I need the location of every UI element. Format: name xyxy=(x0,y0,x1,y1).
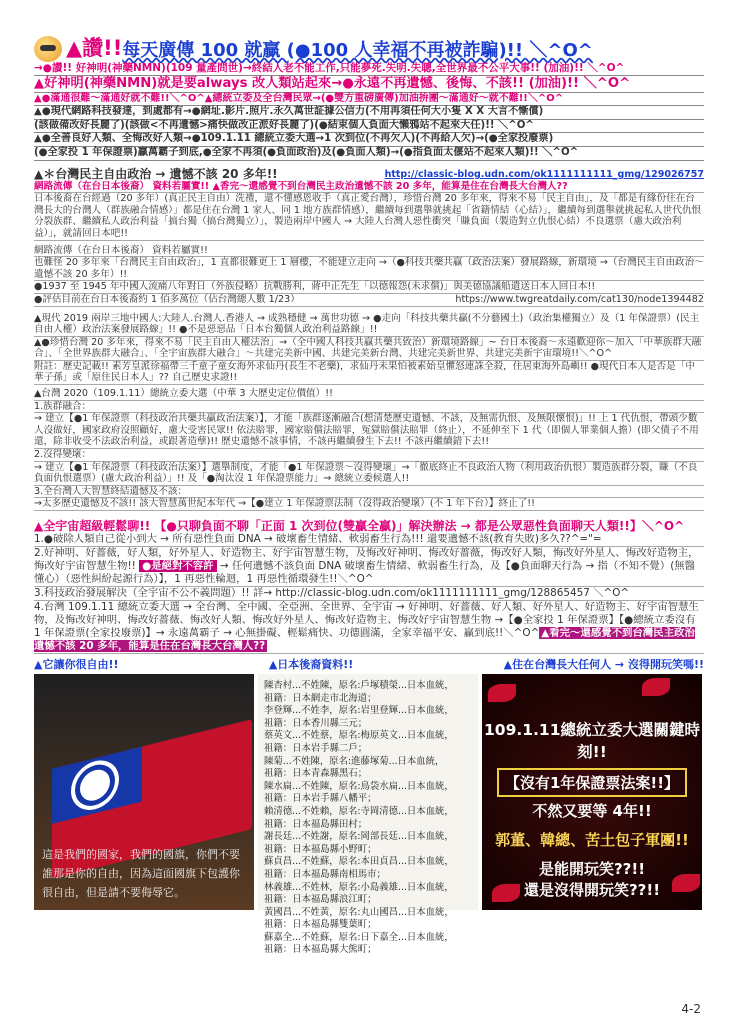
names-list-item: 林義雄...不姓林，原名:小島義雄...日本血統， xyxy=(264,881,454,893)
intro-line-1: →●讚!! 好神明(神藥NMN)(109 量產問世)→終結人老不能工作,只能夢死.失明.失聰,全世界最不公平大事!! (加油)!! ＼^O^ xyxy=(34,62,704,76)
section-3-l2a: 2.好神明、好薔薇，好人類，好外星人、好造物主、好宇宙智慧生物，及悔改好神明、悔改好薔薇，悔改好人類，悔改好外星人、悔改好造物主，悔改好宇宙智慧生物!! xyxy=(34,547,699,572)
names-list-item: 祖籍：日本岩手縣八幡平； xyxy=(264,793,377,805)
section-3 xyxy=(34,519,704,654)
names-list-item: 祖籍：日本福島縣南相馬市； xyxy=(264,868,386,880)
section-2-p1: ▲現代 2019 兩岸三地中國人:大陸人.台灣人.香港人 → 成熟穩健 → 萬世功德 → ●走向「科技共藥共贏(不分藝國土)（政治集權獨立）及（1 年保證票）(民主自由人權）政治法案發展路線」!! ●不是惡惡品「日本台獨個人政治利益路線」!! xyxy=(34,313,704,337)
section-1-p5b[interactable]: https://www.twgreatdaily.com/cat130/node1394482 xyxy=(455,293,704,305)
election-poster xyxy=(482,674,702,910)
intro-line-5: (該做備改好長麗了)(該做<不再遺憾>痛快做改正派好長麗了)(●結束個人負面大懶鴉站不起來大任)!! ＼^O^ xyxy=(34,120,704,134)
intro-line-3: ▲●滿通很難～滿通好就不難!!＼^O^▲總統立委及全台灣民眾→(●雙方重磅廣傳)加油拚團～滿通好～就不難!!＼^O^ xyxy=(34,93,704,107)
section-1-p1: 日本後裔在台經過（20 多年）(真正民主自由）洗禮，還不懂感恩收手（真正愛台灣），珍惜台灣 20 多年來，得來不易「民主自由」，及「都是有緣份住在台灣長大的台灣人（群族融合情感）」都是住在台灣 1 家人、同 1 地方族群情感），繼續每到選舉就挑起「省籍情結（心結）」，繼續每到選舉就挑起私人世代仇恨分裂族群、繼續私人政治利益「搞台獨（搞台灣獨立）」，製造兩岸中國人 → 大陸人台灣人惡性衝突「賺負面（製造對立仇恨心結）不良選票（慮大政治利益）」，就請回日本吧!! xyxy=(34,193,704,240)
names-list-item: 祖籍：日本香川縣三元； xyxy=(264,717,368,729)
caption-3: ▲住在台灣長大任何人 → 沒得開玩笑嗎!! xyxy=(503,658,704,671)
image-row xyxy=(34,674,704,956)
flag-image xyxy=(34,674,254,910)
names-list-item: 祖籍：日本福島縣浪江町； xyxy=(264,894,377,906)
section-1-sub: 網路流傳（在台日本後裔） 資料若屬實!! ▲香完～還感覺不到台灣民主政治遺憾不該 20 多年，能算是住在台灣長大台灣人?? xyxy=(34,181,704,194)
names-list-item: 蔡英文...不姓蔡，原名:梅原英文...日本血統， xyxy=(264,730,454,742)
section-3-final-highlight: ▲看完～還感覺不到台灣民主政治遺憾不該 20 多年，能算是住在台灣長大台灣人?? xyxy=(34,627,695,652)
section-1-p3: 也難怪 20 多年來「台灣民主自由政治」，1 直都很難更上 1 層樓，不能建立走向 →（●科技共藥共贏（政治法案）發展路線，新環境 →（台灣民主自由政治～遺憾不該 20 多年）!! xyxy=(34,257,704,280)
section-3-l4a: 4.台灣 109.1.11 總統立委大選 → 全台灣、全中國、全亞洲、全世界、全宇宙 → 好神明、好薔薇、好人類、好外星人、好造物主、好宇宙智慧生物，及悔改好神明、悔改好薔薇、悔改好人類、悔改好外星人、悔改好造物主、悔改好宇宙智慧生物 →【●全家投 1 年保證票】【●總統立委沒有 1 年保證票(全家投廢票)】→ 永遠萬霸子 → 心無掛礙、輕鬆痛快、功德圓滿，全家幸福平安、贏到底!!＼^O^ xyxy=(34,601,699,639)
section-2-p6: → 建立【●1 年保證票（科技政治法案）】選舉制度，才能「●1 年保證票～沒得變壞」→「徹底終止不良政治人物（利用政治仇恨）製造族群分裂，賺（不良負面仇恨選票）(慮大政治利益）」!! 及「●淘汰沒 1 年保證票能力」→ 總統立委候選人!! xyxy=(34,462,704,486)
intro-line-2: ▲好神明(神藥NMN)就是要always 改人類站起來→●永遠不再遺憾、後悔、不該!! (加油)!! ＼^O^ xyxy=(34,76,704,93)
image-captions xyxy=(34,656,704,672)
poster-line-1: 不然又要等 4年!! xyxy=(532,802,652,820)
section-2-p5: → 建立【●1 年保證票（科技政治共藥共贏政治法案）】，才能「族群逐漸融合(想清楚歷史遺憾、不該，及無需仇恨、及無限懷恨)」!! 上 1 代仇恨，帶頭少數人沒做好，國家政府沒照顧好，慮大受害民眾!! 依法賠罪，國家賠償法賠罪，冤獄賠償法賠罪（終止），不延伸至下 1 代（即個人罪業個人擔）(即父債子不用還，除非收受不法政治利益，或跟著造孽)!! 歷史遺憾不該事情，不該再繼續發生下去!! 不該再繼續錯下去!! xyxy=(34,413,704,449)
section-1-url[interactable]: http://classic-blog.udn.com/ok1111111111_gmg/129026757 xyxy=(384,168,704,180)
page-number: 4-2 xyxy=(681,1002,701,1016)
names-list-item: 李登輝...不姓李，原名:岩里登輝...日本血統， xyxy=(264,705,454,717)
section-2-p4: ▲台灣 2020（109.1.11）總統立委大選（中華 3 大歷史定位價值）!! xyxy=(34,388,704,401)
section-2-h2: 2.沒得變壞： xyxy=(34,449,704,462)
section-2-p2: ▲●珍惜台灣 20 多年來，得來不易「民主自由人權法治」→（全中國人科技共贏共藥共致治）新環境路線」~ 台日本後裔～永遠歡迎你～加入「中華族群大融合」、「全世界族群大融合」、「全宇宙族群大融合」～共建完美新中國、共建完美新台灣、共建完美新世界、共建完美新宇宙環境!!＼^O^ xyxy=(34,337,704,361)
poster-head: 109.1.11總統立委大選關鍵時刻!! xyxy=(484,721,700,761)
section-2-h1: 1.族群融合： xyxy=(34,401,704,414)
section-3-l4 xyxy=(34,601,704,654)
header-part1: ▲讚!! xyxy=(66,36,123,60)
names-list-item: 賴清德...不姓賴，原名:寺岡清德...日本血統， xyxy=(264,805,454,817)
section-3-l1: 1.●破除人類自己從小到大 → 所有惡性負面 DNA → 破壞畜生情緒、軟弱畜生行為!!! 還要遺憾不該(教育失敗)多久??^="= xyxy=(34,533,704,547)
section-1-p4: ●1937 至 1945 年中國人流痛八年對日（外族侵略）抗戰勝利，蔣中正先生「以德報怨(未求償)」與美德協議船遣送日本人回日本!! xyxy=(34,281,704,294)
poster-line-4: 還是沒得開玩笑??!! xyxy=(523,881,661,899)
names-list-item: 祖籍：日本網走市北海道； xyxy=(264,692,377,704)
caption-1: ▲它讓你很自由!! xyxy=(34,658,119,671)
poster-box: 【沒有1年保證票法案!!】 xyxy=(497,768,687,797)
names-list-image xyxy=(258,674,478,956)
section-1-title: ▲＊台灣民主自由政治 → 遺憾不該 20 多年!! xyxy=(34,166,278,181)
names-list-item: 黃國昌...不姓黃，原名:丸山國昌...日本血統， xyxy=(264,906,454,918)
smiley-icon xyxy=(34,36,62,62)
section-3-highlight: ●是絕對不容許 xyxy=(139,560,216,572)
caption-2: ▲日本後裔資料!! xyxy=(268,658,354,671)
header-part2: 每天廣傳 100 就贏 (●100 人幸福不再被詐騙)!! ＼^O^ xyxy=(122,40,593,61)
names-list-item: 祖籍：日本青森縣黑石； xyxy=(264,768,368,780)
section-2 xyxy=(34,313,704,512)
header xyxy=(34,30,704,62)
section-3-l3: 3.科技政治發展解決（全宇宙不公不義問題）!! 詳→ http://classic-blog.udn.com/ok1111111111_gmg/128865457 ＼^O^ xyxy=(34,587,704,601)
names-list xyxy=(264,680,472,957)
section-2-p3: 附註：歷史記載!! 素芳皇派徐福帶三千童子童女海外求仙丹(長生不老藥)，求仙丹未果怕被素始皇懼怒連誅全殺，住居東海外島嶼!! ●現代日本人是否是「中華子孫」或「原住民日本人」?? 自己歷史求證!! xyxy=(34,361,704,385)
names-list-item: 陳水扁...不姓陳，原名:鳥袋水扁...日本血統， xyxy=(264,780,454,792)
section-3-l2 xyxy=(34,547,704,587)
names-list-item: 祖籍：日本岩手縣二戶； xyxy=(264,742,368,754)
intro-line-7: (●全家投 1 年保證票)贏萬霸子到底,●全家不再須(●負面政治)及(●負面人類)→(●指負面太偃站不起來人類)!! ＼^O^ xyxy=(34,147,704,161)
intro-line-6: ▲●全善良好人類、全悔改好人類→●109.1.11 總統立委大選→1 次到位(不再欠人)(不再給人欠)→(●全家投廢票) xyxy=(34,133,704,147)
section-3-title: ▲全宇宙超級輕鬆聊!! 【●只聊負面不聊「正面 1 次到位(雙贏全贏)」解決辦法 → 都是公眾惡性負面聊天人類!!】＼^O^ xyxy=(34,519,685,533)
names-list-item: 蘇嘉全...不姓蘇，原名:日下嘉全...日本血統， xyxy=(264,931,454,943)
names-list-item: 祖籍：日本福島縣大熊町； xyxy=(264,944,377,956)
flag-poem: 這是我們的國家，我們的國旗，你們不要誰那是你的自由，因為這面國旗下包護你很自由，但是請不要侮辱它。 xyxy=(42,848,240,899)
names-list-item: 蘇貞昌...不姓蘇，原名:本田貞昌...日本血統， xyxy=(264,856,454,868)
names-list-item: 陳菊...不姓陳，原名:進藤塚菊...日本血統， xyxy=(264,755,445,767)
names-list-item: 謝長廷...不姓謝，原名:岡部長廷...日本血統， xyxy=(264,831,454,843)
section-1-p2: 網路流傳（在台日本後裔） 資料若屬實!! xyxy=(34,245,704,258)
section-1 xyxy=(34,167,704,307)
section-2-h3: 3.全台灣人大智慧終結遺憾及不該： xyxy=(34,486,704,499)
intro-line-4: ▲●現代網路科技發達，到處都有→●網址.影片.照片.永久萬世証據公信力(不用再須任何大小隻 X X 大言不慚償) xyxy=(34,106,704,120)
names-list-item: 祖籍：日本福島縣小野町； xyxy=(264,843,377,855)
poster-line-2: 郭董、韓總、苦土包子軍團!! xyxy=(495,831,689,849)
section-3-l2b: → 任何遺憾不該負面 DNA 破壞畜生情緒、軟弱畜生行為，及【●負面聊天行為 → 指（不知不覺）(無醫懂心）（惡性糾紛起源行為）】，1 再惡性輪迴，1 再惡性循環發生!!＼^O^ xyxy=(34,560,696,585)
section-1-p5a: ●評估目前在台日本後裔約 1 佰多萬位（佔台灣總人數 1/23） xyxy=(34,293,300,305)
document-page xyxy=(34,30,704,1020)
section-2-p7: →太多歷史遺憾及不該!! 該大智慧萬世紀本年代 →【●建立 1 年保證票法制（沒得政治變壞）(不 1 年下台）】終止了!! xyxy=(34,498,704,511)
poster-line-3: 是能開玩笑??!! xyxy=(538,860,646,878)
names-list-item: 陳杏村...不姓陳，原名:戶塚積榮...日本血統， xyxy=(264,680,454,691)
names-list-item: 祖籍：日本福島縣田村； xyxy=(264,818,368,830)
names-list-item: 祖籍：日本福島縣雙葉町； xyxy=(264,919,377,931)
